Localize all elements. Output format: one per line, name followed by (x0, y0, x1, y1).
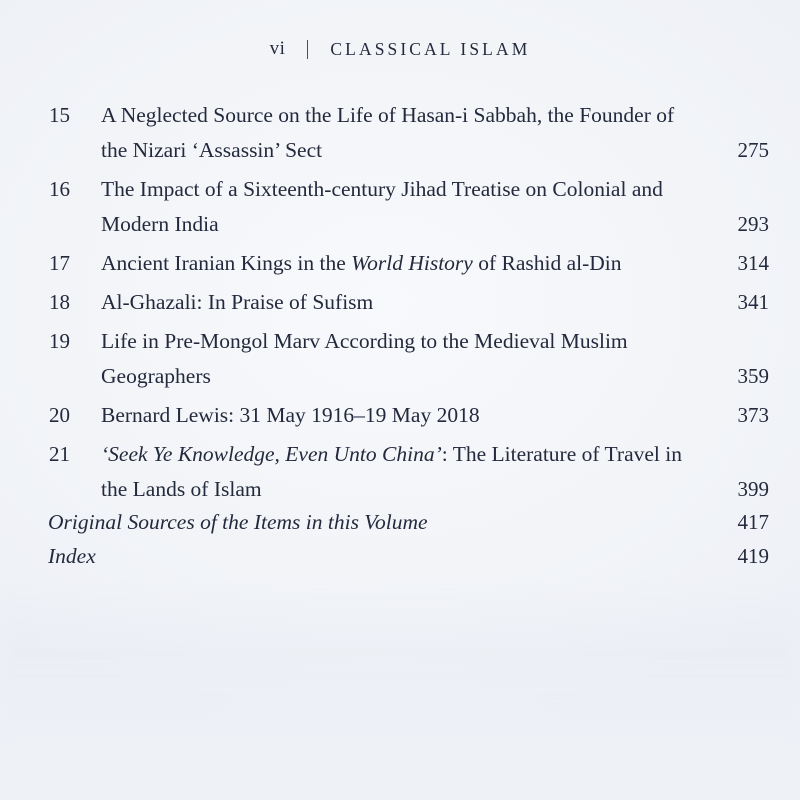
table-of-contents (48, 98, 780, 511)
toc-entry-page: 314 (737, 251, 769, 275)
back-matter-title: Index (48, 544, 96, 568)
toc-entry-number: 20 (49, 403, 70, 427)
back-matter-title: Original Sources of the Items in this Volume (48, 510, 428, 534)
toc-entry-number: 21 (49, 442, 70, 466)
toc-entry-number: 17 (49, 251, 70, 275)
toc-entry-title: Life in Pre-Mongol Marv According to the Medieval Muslim Geographers (101, 329, 628, 388)
toc-entry-number: 16 (49, 177, 70, 201)
toc-entry-title-wrap (101, 437, 711, 507)
toc-entry-number: 15 (49, 103, 70, 127)
toc-entry-page: 341 (737, 290, 769, 314)
toc-entry-title-wrap (101, 398, 711, 433)
toc-entry-page: 293 (737, 212, 769, 236)
toc-entry[interactable] (48, 98, 780, 168)
toc-entry-title: Bernard Lewis: 31 May 1916–19 May 2018 (101, 403, 480, 427)
toc-entry-page: 399 (737, 477, 769, 501)
toc-entry-title-wrap (101, 324, 711, 394)
back-matter-list (48, 505, 780, 573)
toc-entry-title-wrap (101, 246, 711, 281)
toc-entry-title-wrap (101, 285, 711, 320)
back-matter-entry[interactable] (48, 505, 780, 539)
toc-entry-title: Al-Ghazali: In Praise of Sufism (101, 290, 374, 314)
toc-entry[interactable] (48, 324, 780, 394)
toc-entry-page: 275 (737, 138, 769, 162)
vertical-rule-divider (307, 40, 308, 59)
toc-entry-page: 359 (737, 364, 769, 388)
toc-entry-number: 18 (49, 290, 70, 314)
back-matter-page: 417 (737, 510, 769, 534)
toc-entry[interactable] (48, 398, 780, 433)
running-head (0, 36, 800, 62)
toc-entry-title: Ancient Iranian Kings in the World History of Rashid al-Din (101, 251, 622, 275)
book-title: CLASSICAL ISLAM (330, 38, 531, 59)
toc-entry-title-wrap (101, 98, 711, 168)
toc-entry-number: 19 (49, 329, 70, 353)
folio-number: vi (269, 38, 286, 59)
back-matter-page: 419 (737, 544, 769, 568)
toc-entry-title-wrap (101, 172, 711, 242)
toc-entry-title: ‘Seek Ye Knowledge, Even Unto China’: The Literature of Travel in the Lands of Islam (101, 442, 682, 501)
toc-entry[interactable] (48, 172, 780, 242)
toc-entry-title: A Neglected Source on the Life of Hasan-i Sabbah, the Founder of the Nizari ‘Assassin’ Sect (101, 103, 675, 162)
toc-entry-title: The Impact of a Sixteenth-century Jihad Treatise on Colonial and Modern India (101, 177, 663, 236)
back-matter-entry[interactable] (48, 539, 780, 573)
toc-entry[interactable] (48, 437, 780, 507)
toc-entry[interactable] (48, 285, 780, 320)
toc-entry-page: 373 (737, 403, 769, 427)
toc-entry[interactable] (48, 246, 780, 281)
